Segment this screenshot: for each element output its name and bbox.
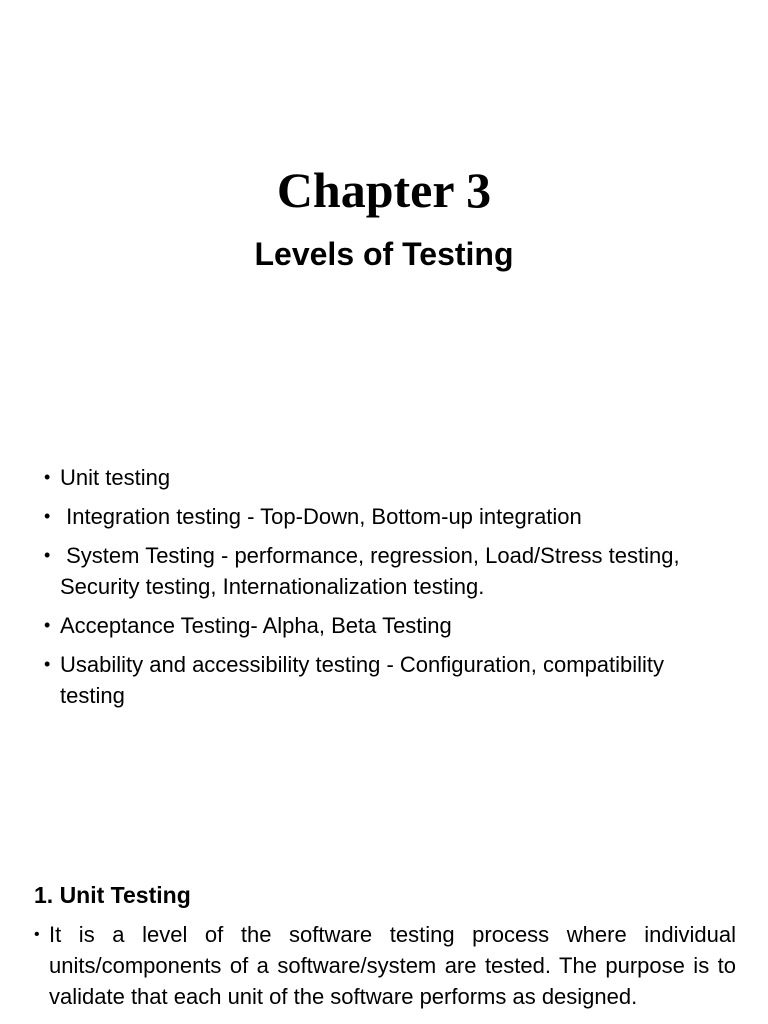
bullet-icon: • [44, 654, 51, 674]
list-item [44, 501, 734, 532]
testing-levels-list [44, 462, 734, 719]
section-heading: 1. Unit Testing [34, 882, 191, 908]
bullet-icon: • [44, 615, 51, 635]
list-item-text: Unit testing [60, 465, 171, 490]
list-item-text: Integration testing - Top-Down, Bottom-up integration [60, 504, 582, 529]
list-item [34, 919, 736, 1012]
list-item-text: Acceptance Testing- Alpha, Beta Testing [60, 613, 452, 638]
section-body [34, 919, 736, 1012]
section-paragraph: It is a level of the software testing process where individual units/components of a software/system are tested. The purpose is to validate that each unit of the software performs as designed. [49, 922, 736, 1009]
bullet-icon: • [44, 467, 51, 487]
list-item [44, 462, 734, 493]
list-item [44, 649, 734, 711]
bullet-icon: • [44, 545, 51, 565]
list-item [44, 540, 734, 602]
chapter-subtitle: Levels of Testing [254, 236, 514, 272]
bullet-icon: • [34, 926, 40, 943]
list-item [44, 610, 734, 641]
list-item-text: System Testing - performance, regression, Load/Stress testing, Security testing, Internationalization testing. [60, 543, 686, 599]
chapter-title: Chapter 3 [276, 162, 492, 218]
bullet-icon: • [44, 506, 51, 526]
list-item-text: Usability and accessibility testing - Configuration, compatibility testing [60, 652, 665, 708]
